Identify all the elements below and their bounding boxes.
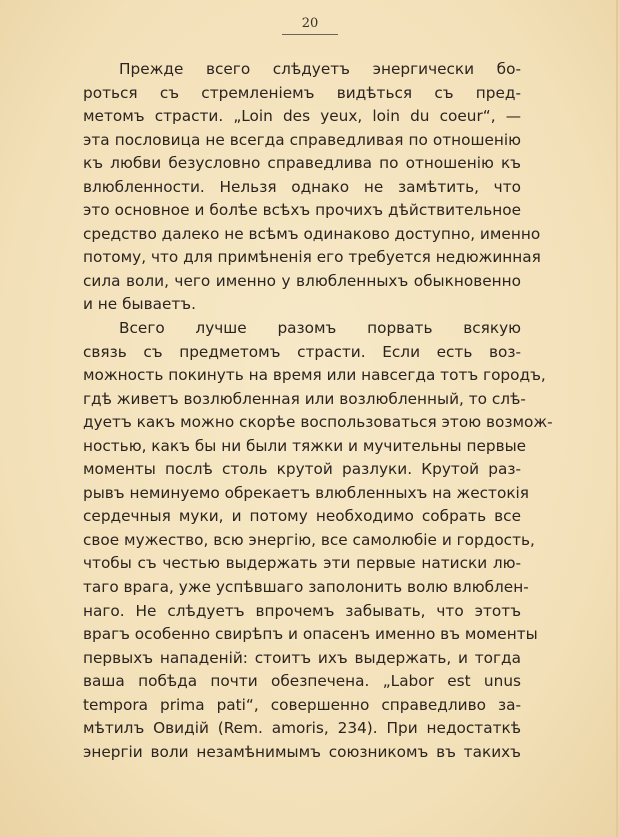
text-line: эта пословица не всегда справедливая по отношенію — [83, 130, 521, 149]
text-line: къ любви безусловно справедлива по отношенію къ — [83, 154, 521, 173]
text-line: гдѣ живетъ возлюбленная или возлюбленный, то слѣ- — [83, 389, 526, 408]
text-line: свое мужество, всю энергію, все самолюбіе и гордость, — [83, 530, 535, 549]
text-line: мѣтилъ Овидій (Rem. amoris, 234). При недостаткѣ — [83, 719, 521, 738]
text-line: метомъ страсти. „Loin des yeux, loin du coeur“, — — [83, 107, 521, 126]
text-line: врагъ особенно свирѣпъ и опасенъ именно въ моменты — [83, 625, 538, 644]
page-number: 20 — [301, 16, 319, 31]
text-line: ваша побѣда почти обезпечена. „Labor est unus — [83, 672, 521, 691]
text-line: Прежде всего слѣдуетъ энергически бо- — [119, 60, 521, 78]
text-line: Всего лучше разомъ порвать всякую — [119, 319, 521, 338]
body-text — [83, 58, 553, 764]
text-line: сила воли, чего именно у влюбленныхъ обыкновенно — [83, 271, 521, 290]
text-line: таго врага, уже успѣвшаго заполонить волю влюблен- — [83, 578, 529, 597]
text-line: моменты послѣ столь крутой разлуки. Крутой раз- — [83, 460, 521, 479]
text-line: tempora prima pati“, совершенно справедливо за- — [83, 695, 521, 714]
text-line: и не бываетъ. — [83, 295, 196, 314]
text-line: роться съ стремленіемъ видѣться съ пред- — [83, 83, 521, 102]
text-line: первыхъ нападеній: стоитъ ихъ выдержать, и тогда — [83, 648, 521, 667]
text-line: связь съ предметомъ страсти. Если есть воз- — [83, 342, 521, 361]
text-line: это основное и болѣе всѣхъ прочихъ дѣйствительное — [83, 201, 521, 220]
text-line: дуетъ какъ можно скорѣе воспользоваться этою возмож- — [83, 413, 553, 432]
text-line: чтобы съ честью выдержать эти первые натиски лю- — [83, 554, 521, 573]
header-rule — [282, 34, 338, 35]
text-line: потому, что для примѣненія его требуется недюжинная — [83, 248, 541, 267]
text-line: ностью, какъ бы ни были тяжки и мучительны первые — [83, 436, 527, 455]
text-line: влюбленности. Нельзя однако не замѣтить, что — [83, 177, 521, 196]
text-line: наго. Не слѣдуетъ впрочемъ забывать, что этотъ — [83, 601, 521, 620]
text-line: можность покинуть на время или навсегда тотъ городъ, — [83, 366, 546, 385]
text-line: сердечныя муки, и потому необходимо собрать все — [83, 507, 521, 526]
page-edge — [616, 0, 618, 837]
text-line: рывъ неминуемо обрекаетъ влюбленныхъ на жестокія — [83, 483, 530, 502]
text-line: средство далеко не всѣмъ одинаково доступно, именно — [83, 224, 541, 243]
text-line: энергіи воли незамѣнимымъ союзникомъ въ такихъ — [83, 742, 521, 761]
